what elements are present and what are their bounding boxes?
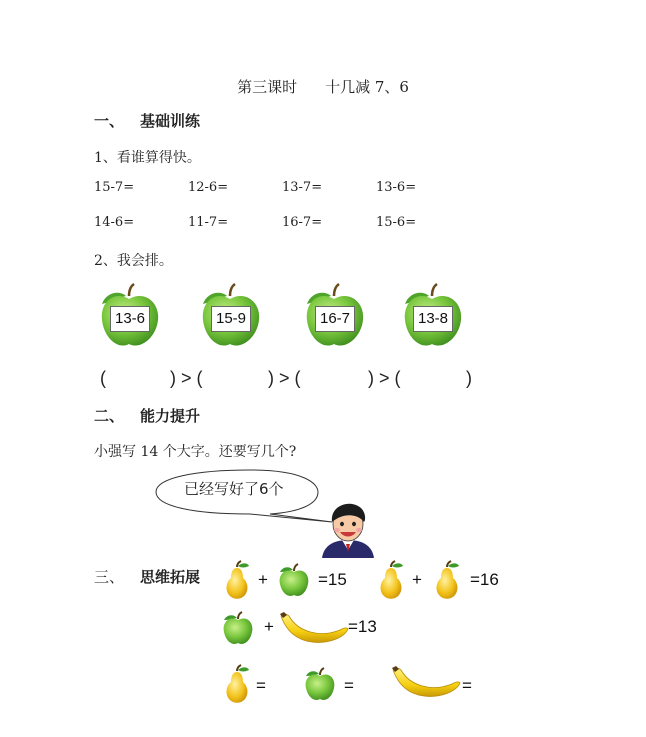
calc-item: 16-7= (282, 215, 323, 230)
section1-number: 一、 (94, 112, 125, 130)
lesson-label: 第三课时 (237, 78, 298, 96)
apple-card (193, 282, 267, 352)
equals-sign: = (462, 676, 472, 695)
order-paren: ) > ( (170, 368, 203, 388)
pear-icon (432, 560, 462, 600)
order-paren: ) > ( (268, 368, 301, 388)
banana-icon (390, 664, 462, 700)
apple-expression: 16-7 (315, 306, 355, 332)
order-paren: ( (100, 368, 106, 388)
calc-item: 15-7= (94, 180, 135, 195)
result-15: =15 (318, 570, 347, 589)
equals-sign: = (344, 676, 354, 695)
apple-expression: 13-8 (413, 306, 453, 332)
calc-item: 11-7= (188, 215, 229, 230)
apple-card (92, 282, 166, 352)
calc-item: 13-6= (376, 180, 417, 195)
result-13: =13 (348, 617, 377, 636)
question-2: 2、我会排。 (94, 253, 173, 269)
speech-text: 已经写好了6个 (184, 480, 284, 498)
apple-expression: 13-6 (110, 306, 150, 332)
section2-heading: 能力提升 (140, 407, 201, 425)
calc-item: 12-6= (188, 180, 229, 195)
question-1: 1、看谁算得快。 (94, 150, 201, 166)
calc-item: 15-6= (376, 215, 417, 230)
calc-item: 13-7= (282, 180, 323, 195)
pear-icon (376, 560, 406, 600)
boy-icon (318, 500, 378, 558)
section1-heading: 基础训练 (140, 112, 201, 130)
section3-number: 三、 (94, 568, 125, 586)
result-16: =16 (470, 570, 499, 589)
lesson-topic: 十几减 7、6 (325, 78, 409, 96)
apple-expression: 15-9 (211, 306, 251, 332)
apple-icon (220, 610, 256, 646)
pear-icon (222, 560, 252, 600)
plus-sign: + (258, 570, 268, 589)
section2-number: 二、 (94, 407, 125, 425)
apple-icon (302, 666, 338, 702)
calc-item: 14-6= (94, 215, 135, 230)
section3-heading: 思维拓展 (140, 568, 201, 586)
order-paren: ) > ( (368, 368, 401, 388)
page-title (0, 76, 646, 97)
banana-icon (278, 610, 350, 646)
equals-sign: = (256, 676, 266, 695)
apple-icon (276, 562, 312, 598)
plus-sign: + (264, 617, 274, 636)
pear-icon (222, 664, 252, 704)
apple-card (395, 282, 469, 352)
plus-sign: + (412, 570, 422, 589)
word-problem: 小强写 14 个大字。还要写几个? (94, 444, 297, 460)
apple-card (297, 282, 371, 352)
order-paren: ) (466, 368, 472, 388)
